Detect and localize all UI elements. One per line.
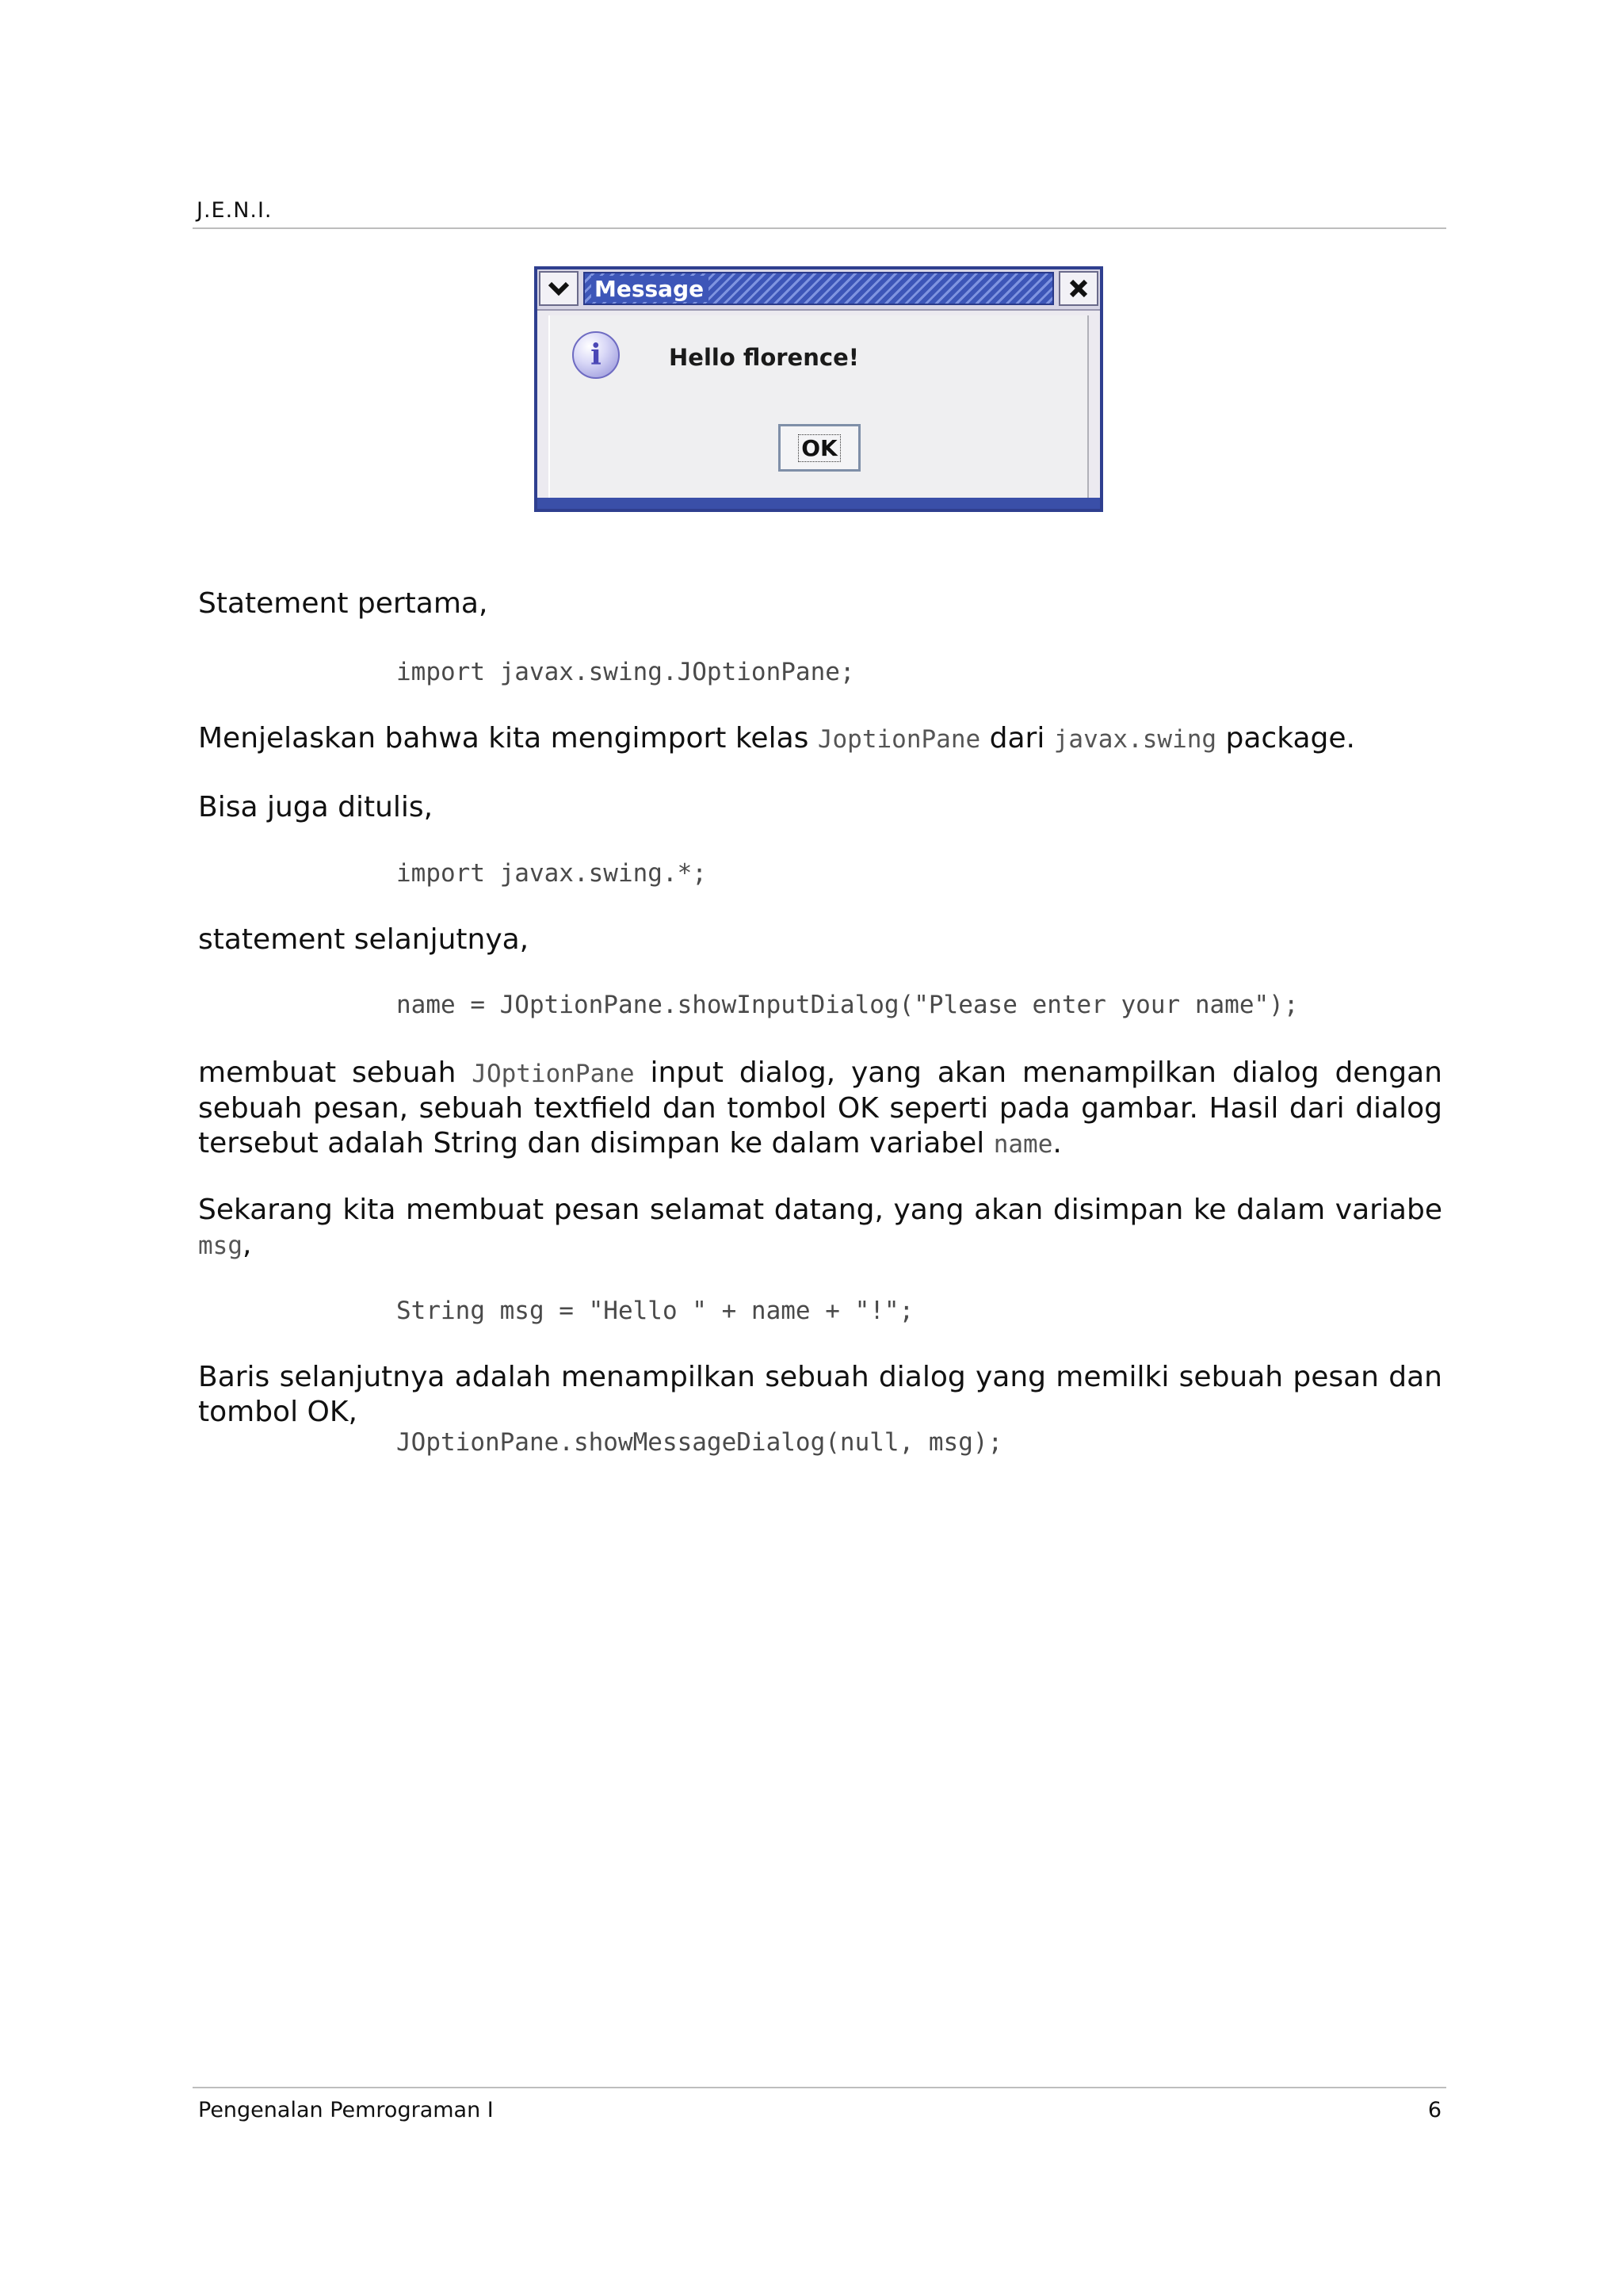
- running-header: J.E.N.I.: [197, 198, 273, 223]
- text-segment: membuat sebuah: [198, 1056, 472, 1089]
- dialog-window: [537, 269, 1100, 509]
- inline-code-joptionpane: JoptionPane: [817, 725, 981, 754]
- inline-code-joptionpane: JOptionPane: [472, 1060, 635, 1088]
- close-button[interactable]: [1059, 271, 1098, 306]
- dialog-bottom-border: [537, 498, 1100, 509]
- paragraph-statement-selanjutnya: statement selanjutnya,: [198, 923, 529, 956]
- paragraph-bisa-juga: Bisa juga ditulis,: [198, 791, 433, 823]
- footer-rule: [193, 2087, 1446, 2088]
- inline-code-javax-swing: javax.swing: [1053, 725, 1217, 754]
- dialog-titlebar: [537, 269, 1100, 311]
- paragraph-membuat: [198, 1056, 1442, 1162]
- info-icon: i: [572, 331, 620, 379]
- ok-button-label: OK: [798, 434, 841, 462]
- text-segment: Menjelaskan bahwa kita mengimport kelas: [198, 722, 818, 755]
- text-segment: input dialog, yang akan menampilkan dialog dengan sebuah pesan, sebuah textfield dan tombol OK seperti pada gambar. Hasil dari dialog tersebut adalah String dan disimpan ke dalam variabel: [198, 1056, 1442, 1159]
- window-menu-button[interactable]: [539, 271, 579, 306]
- title-strip: [583, 272, 1054, 305]
- dialog-body: [548, 315, 1089, 499]
- footer-title: Pengenalan Pemrograman I: [198, 2098, 494, 2122]
- code-show-message-dialog: JOptionPane.showMessageDialog(null, msg);: [396, 1428, 1003, 1457]
- code-show-input-dialog: name = JOptionPane.showInputDialog("Please enter your name");: [396, 991, 1299, 1019]
- inline-code-msg: msg: [198, 1232, 242, 1260]
- dialog-message: Hello florence!: [669, 344, 859, 371]
- dialog-title: Message: [591, 276, 708, 302]
- paragraph-baris-selanjutnya: Baris selanjutnya adalah menampilkan sebuah dialog yang memilki sebuah pesan dan tombol OK,: [198, 1361, 1442, 1428]
- dialog-screenshot: [534, 266, 1103, 512]
- text-segment: dari: [980, 722, 1054, 755]
- code-string-msg: String msg = "Hello " + name + "!";: [396, 1297, 915, 1325]
- paragraph-sekarang: [198, 1193, 1442, 1263]
- page-number: 6: [1427, 2098, 1442, 2122]
- text-segment: .: [1052, 1127, 1062, 1159]
- inline-code-name: name: [993, 1130, 1053, 1159]
- paragraph-statement-pertama: Statement pertama,: [198, 587, 488, 620]
- paragraph-menjelaskan: [198, 721, 1442, 757]
- code-import-joptionpane: import javax.swing.JOptionPane;: [396, 658, 855, 686]
- ok-button[interactable]: [778, 424, 861, 472]
- code-import-wildcard: import javax.swing.*;: [396, 859, 707, 888]
- chevron-down-icon: [547, 280, 571, 297]
- text-segment: Sekarang kita membuat pesan selamat datang, yang akan disimpan ke dalam variabe: [198, 1194, 1442, 1226]
- header-rule: [193, 227, 1446, 229]
- text-segment: ,: [242, 1228, 252, 1261]
- close-icon: [1067, 277, 1090, 300]
- text-segment: package.: [1216, 722, 1355, 755]
